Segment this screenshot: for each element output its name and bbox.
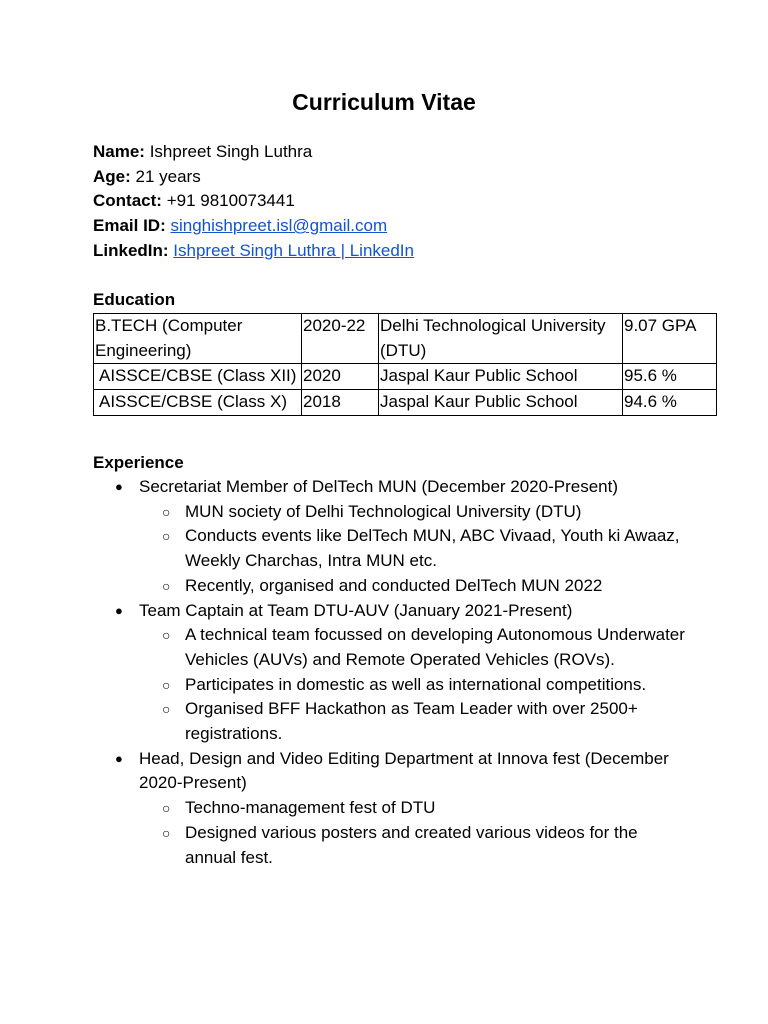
table-row: [94, 364, 717, 390]
experience-detail: Techno-management fest of DTU: [185, 798, 436, 818]
list-item: [93, 821, 693, 870]
score-cell: 95.6 %: [623, 364, 717, 390]
experience-detail: Participates in domestic as well as international competitions.: [185, 674, 647, 694]
score-cell: 9.07 GPA: [623, 314, 717, 364]
experience-list: [93, 475, 693, 870]
age-row: [93, 165, 414, 190]
list-item: [93, 697, 693, 746]
email-row: [93, 214, 414, 239]
table-row: [94, 390, 717, 416]
degree-cell: AISSCE/CBSE (Class X): [94, 390, 302, 416]
linkedin-label: LinkedIn:: [93, 240, 169, 260]
list-item: [93, 747, 693, 796]
institution-cell: Jaspal Kaur Public School: [379, 390, 623, 416]
education-table: [93, 313, 717, 416]
degree-cell: B.TECH (Computer Engineering): [94, 314, 302, 364]
contact-label: Contact:: [93, 191, 162, 211]
degree-cell: AISSCE/CBSE (Class XII): [94, 364, 302, 390]
circle-bullet-icon: ○: [162, 676, 171, 693]
age-value: 21 years: [135, 166, 201, 186]
circle-bullet-icon: ○: [162, 503, 171, 520]
linkedin-row: [93, 239, 414, 264]
experience-detail: A technical team focussed on developing Autonomous Underwater Vehicles (AUVs) and Remote Operated Vehicles (ROVs).: [185, 625, 685, 669]
name-value: Ishpreet Singh Luthra: [149, 142, 313, 161]
circle-bullet-icon: ○: [162, 824, 171, 841]
personal-info: [93, 140, 414, 264]
circle-bullet-icon: ○: [162, 577, 171, 594]
contact-row: [93, 189, 414, 214]
list-item: [93, 574, 693, 599]
name-row: [93, 140, 414, 165]
list-item: [93, 524, 693, 573]
bullet-icon: ●: [115, 479, 123, 494]
table-row: [94, 314, 717, 364]
list-item: [93, 599, 693, 624]
experience-heading: Experience: [93, 453, 184, 472]
experience-title: Team Captain at Team DTU-AUV (January 2021-Present): [139, 600, 573, 620]
email-label: Email ID:: [93, 216, 166, 236]
institution-cell: Jaspal Kaur Public School: [379, 364, 623, 390]
experience-detail: Organised BFF Hackathon as Team Leader with over 2500+ registrations.: [185, 699, 638, 744]
experience-detail: Recently, organised and conducted DelTech MUN 2022: [185, 575, 603, 595]
bullet-icon: ●: [115, 750, 123, 766]
circle-bullet-icon: ○: [162, 627, 171, 644]
experience-title: Head, Design and Video Editing Department at Innova fest (December 2020-Present): [139, 748, 669, 793]
experience-detail: Designed various posters and created various videos for the annual fest.: [185, 822, 638, 867]
name-label: Name:: [93, 142, 145, 161]
experience-title: Secretariat Member of DelTech MUN (December 2020-Present): [139, 477, 619, 496]
years-cell: 2020: [302, 364, 379, 390]
email-link[interactable]: singhishpreet.isl@gmail.com: [170, 216, 388, 236]
institution-cell: Delhi Technological University (DTU): [379, 314, 623, 364]
list-item: [93, 475, 693, 500]
education-heading: Education: [93, 290, 176, 309]
list-item: [93, 500, 693, 525]
bullet-icon: ●: [115, 602, 123, 618]
list-item: [93, 623, 693, 672]
circle-bullet-icon: ○: [162, 800, 171, 817]
circle-bullet-icon: ○: [162, 701, 171, 718]
linkedin-link[interactable]: Ishpreet Singh Luthra | LinkedIn: [173, 240, 414, 260]
document-title: Curriculum Vitae: [292, 89, 476, 115]
list-item: [93, 673, 693, 698]
circle-bullet-icon: ○: [162, 528, 171, 545]
experience-detail: Conducts events like DelTech MUN, ABC Vivaad, Youth ki Awaaz, Weekly Charchas, Intra MUN etc.: [185, 526, 680, 571]
years-cell: 2018: [302, 390, 379, 416]
experience-detail: MUN society of Delhi Technological University (DTU): [185, 501, 582, 521]
years-cell: 2020-22: [302, 314, 379, 364]
contact-value: +91 9810073441: [166, 191, 295, 211]
list-item: [93, 796, 693, 821]
score-cell: 94.6 %: [623, 390, 717, 416]
age-label: Age:: [93, 166, 131, 186]
